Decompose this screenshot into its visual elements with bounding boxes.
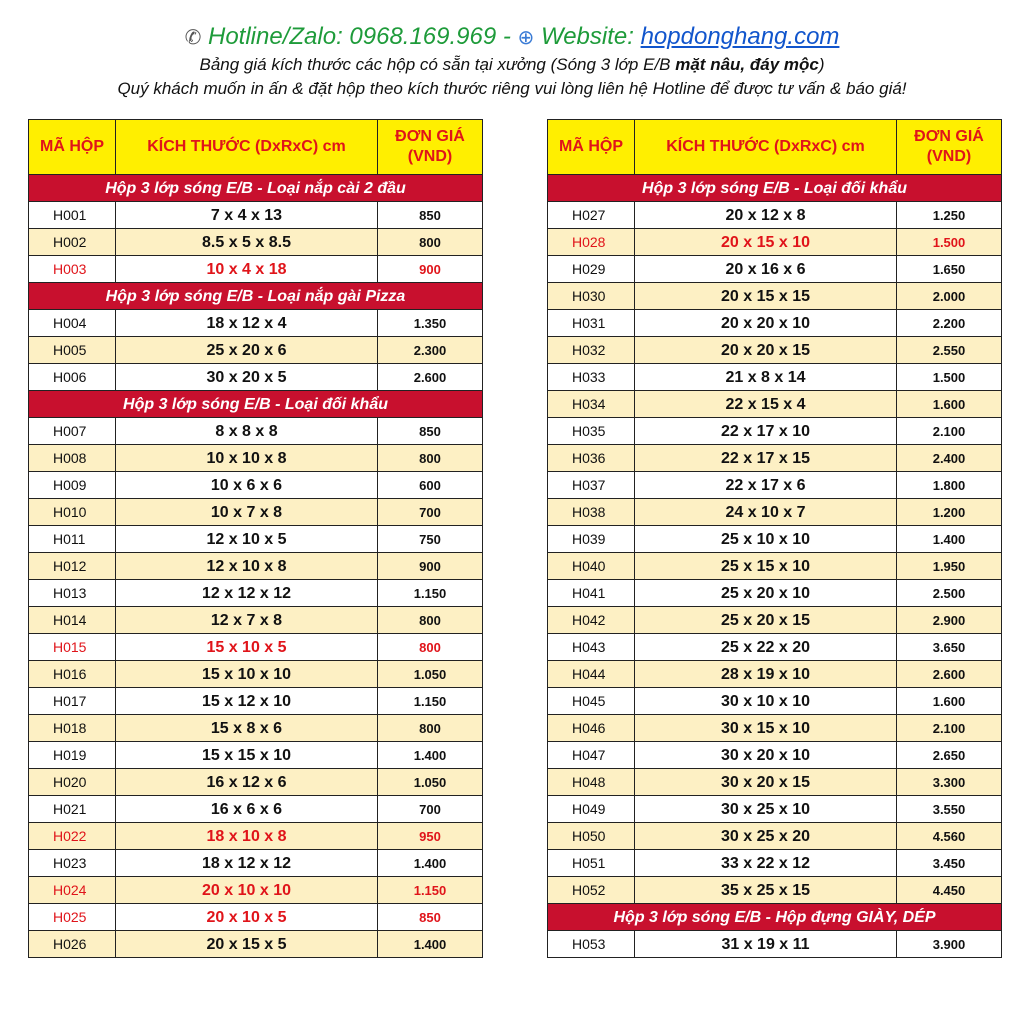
size-cell: 21 x 8 x 14 — [635, 364, 897, 391]
size-cell: 22 x 17 x 6 — [635, 472, 897, 499]
code-cell: H004 — [29, 310, 116, 337]
code-cell: H007 — [29, 418, 116, 445]
code-cell: H041 — [548, 580, 635, 607]
table-row — [548, 364, 1002, 391]
size-cell: 12 x 7 x 8 — [116, 607, 378, 634]
code-cell: H047 — [548, 742, 635, 769]
size-cell: 12 x 12 x 12 — [116, 580, 378, 607]
globe-icon: ⊕ — [517, 27, 535, 49]
price-cell: 1.600 — [897, 391, 1002, 418]
price-cell: 1.600 — [897, 688, 1002, 715]
size-cell: 25 x 20 x 15 — [635, 607, 897, 634]
table-row — [29, 526, 483, 553]
code-cell: H045 — [548, 688, 635, 715]
code-cell: H053 — [548, 931, 635, 958]
price-cell: 1.150 — [378, 580, 483, 607]
code-cell: H043 — [548, 634, 635, 661]
section-header-row — [548, 175, 1002, 202]
size-cell: 10 x 4 x 18 — [116, 256, 378, 283]
price-cell: 600 — [378, 472, 483, 499]
price-cell: 850 — [378, 418, 483, 445]
price-cell: 950 — [378, 823, 483, 850]
table-row — [29, 364, 483, 391]
price-table-left — [28, 119, 483, 958]
code-cell: H017 — [29, 688, 116, 715]
price-cell: 4.450 — [897, 877, 1002, 904]
code-cell: H022 — [29, 823, 116, 850]
code-cell: H052 — [548, 877, 635, 904]
size-cell: 25 x 10 x 10 — [635, 526, 897, 553]
table-body-left — [29, 175, 483, 958]
code-cell: H034 — [548, 391, 635, 418]
code-cell: H038 — [548, 499, 635, 526]
price-cell: 1.200 — [897, 499, 1002, 526]
table-header-row — [548, 120, 1002, 175]
price-cell: 2.650 — [897, 742, 1002, 769]
size-cell: 20 x 15 x 5 — [116, 931, 378, 958]
size-cell: 33 x 22 x 12 — [635, 850, 897, 877]
price-cell: 2.100 — [897, 715, 1002, 742]
table-row — [548, 499, 1002, 526]
table-row — [548, 823, 1002, 850]
hotline-text: Hotline/Zalo: 0968.169.969 - — [208, 23, 518, 50]
table-row — [29, 742, 483, 769]
price-cell: 800 — [378, 715, 483, 742]
price-cell: 2.600 — [897, 661, 1002, 688]
code-cell: H035 — [548, 418, 635, 445]
code-cell: H025 — [29, 904, 116, 931]
section-title: Hộp 3 lớp sóng E/B - Loại đối khẩu — [29, 391, 483, 418]
section-header-row — [29, 175, 483, 202]
size-cell: 16 x 12 x 6 — [116, 769, 378, 796]
code-cell: H014 — [29, 607, 116, 634]
size-cell: 30 x 20 x 5 — [116, 364, 378, 391]
table-row — [29, 850, 483, 877]
table-row — [548, 796, 1002, 823]
size-cell: 25 x 20 x 10 — [635, 580, 897, 607]
size-cell: 15 x 10 x 5 — [116, 634, 378, 661]
code-cell: H026 — [29, 931, 116, 958]
table-row — [29, 256, 483, 283]
table-row — [29, 661, 483, 688]
size-cell: 15 x 15 x 10 — [116, 742, 378, 769]
price-cell: 2.900 — [897, 607, 1002, 634]
price-cell: 3.300 — [897, 769, 1002, 796]
table-row — [29, 769, 483, 796]
table-row — [29, 337, 483, 364]
size-cell: 8.5 x 5 x 8.5 — [116, 229, 378, 256]
table-row — [548, 202, 1002, 229]
column-header-code: MÃ HỘP — [29, 120, 116, 175]
table-row — [29, 931, 483, 958]
price-cell: 800 — [378, 634, 483, 661]
code-cell: H011 — [29, 526, 116, 553]
subtitle — [0, 53, 1024, 77]
price-cell: 2.200 — [897, 310, 1002, 337]
price-cell: 800 — [378, 607, 483, 634]
price-cell: 4.560 — [897, 823, 1002, 850]
price-cell: 850 — [378, 904, 483, 931]
column-header-price: ĐƠN GIÁ (VND) — [378, 120, 483, 175]
section-title: Hộp 3 lớp sóng E/B - Hộp đựng GIÀY, DÉP — [548, 904, 1002, 931]
code-cell: H037 — [548, 472, 635, 499]
price-cell: 1.400 — [897, 526, 1002, 553]
price-cell: 1.050 — [378, 769, 483, 796]
size-cell: 20 x 15 x 15 — [635, 283, 897, 310]
column-header-price: ĐƠN GIÁ (VND) — [897, 120, 1002, 175]
table-row — [29, 472, 483, 499]
price-cell: 2.100 — [897, 418, 1002, 445]
size-cell: 12 x 10 x 8 — [116, 553, 378, 580]
size-cell: 10 x 7 x 8 — [116, 499, 378, 526]
table-row — [29, 634, 483, 661]
section-header-row — [29, 283, 483, 310]
section-header-row — [548, 904, 1002, 931]
code-cell: H049 — [548, 796, 635, 823]
table-row — [548, 337, 1002, 364]
size-cell: 22 x 17 x 15 — [635, 445, 897, 472]
notice-text: Quý khách muốn in ấn & đặt hộp theo kích thước riêng vui lòng liên hệ Hotline để được tư vấn & báo giá! — [117, 79, 907, 98]
table-row — [548, 391, 1002, 418]
section-header-row — [29, 391, 483, 418]
table-row — [29, 310, 483, 337]
code-cell: H005 — [29, 337, 116, 364]
table-row — [29, 877, 483, 904]
size-cell: 25 x 22 x 20 — [635, 634, 897, 661]
table-row — [29, 715, 483, 742]
code-cell: H029 — [548, 256, 635, 283]
section-title: Hộp 3 lớp sóng E/B - Loại nắp gài Pizza — [29, 283, 483, 310]
table-row — [548, 229, 1002, 256]
size-cell: 28 x 19 x 10 — [635, 661, 897, 688]
price-cell: 2.400 — [897, 445, 1002, 472]
code-cell: H051 — [548, 850, 635, 877]
table-row — [548, 526, 1002, 553]
table-row — [548, 634, 1002, 661]
code-cell: H030 — [548, 283, 635, 310]
code-cell: H036 — [548, 445, 635, 472]
size-cell: 20 x 10 x 5 — [116, 904, 378, 931]
size-cell: 25 x 15 x 10 — [635, 553, 897, 580]
price-cell: 1.050 — [378, 661, 483, 688]
code-cell: H028 — [548, 229, 635, 256]
size-cell: 20 x 12 x 8 — [635, 202, 897, 229]
size-cell: 10 x 6 x 6 — [116, 472, 378, 499]
size-cell: 30 x 10 x 10 — [635, 688, 897, 715]
code-cell: H001 — [29, 202, 116, 229]
column-header-code: MÃ HỘP — [548, 120, 635, 175]
size-cell: 20 x 16 x 6 — [635, 256, 897, 283]
contact-line — [0, 22, 1024, 53]
size-cell: 30 x 20 x 10 — [635, 742, 897, 769]
size-cell: 20 x 20 x 15 — [635, 337, 897, 364]
table-row — [548, 418, 1002, 445]
size-cell: 24 x 10 x 7 — [635, 499, 897, 526]
size-cell: 31 x 19 x 11 — [635, 931, 897, 958]
size-cell: 18 x 12 x 12 — [116, 850, 378, 877]
code-cell: H018 — [29, 715, 116, 742]
code-cell: H012 — [29, 553, 116, 580]
size-cell: 15 x 10 x 10 — [116, 661, 378, 688]
table-row — [29, 904, 483, 931]
table-row — [548, 715, 1002, 742]
section-title: Hộp 3 lớp sóng E/B - Loại đối khẩu — [548, 175, 1002, 202]
code-cell: H016 — [29, 661, 116, 688]
table-header-row — [29, 120, 483, 175]
code-cell: H010 — [29, 499, 116, 526]
website-label: Website: — [534, 23, 641, 50]
price-cell: 700 — [378, 796, 483, 823]
size-cell: 15 x 12 x 10 — [116, 688, 378, 715]
code-cell: H008 — [29, 445, 116, 472]
price-cell: 3.550 — [897, 796, 1002, 823]
price-table-right — [547, 119, 1002, 958]
price-cell: 1.150 — [378, 688, 483, 715]
table-row — [29, 445, 483, 472]
size-cell: 18 x 10 x 8 — [116, 823, 378, 850]
price-cell: 750 — [378, 526, 483, 553]
website-link[interactable]: hopdonghang.com — [640, 23, 840, 50]
table-row — [548, 850, 1002, 877]
table-row — [548, 256, 1002, 283]
size-cell: 10 x 10 x 8 — [116, 445, 378, 472]
code-cell: H023 — [29, 850, 116, 877]
table-row — [548, 445, 1002, 472]
table-row — [29, 688, 483, 715]
price-cell: 1.500 — [897, 229, 1002, 256]
table-row — [29, 607, 483, 634]
code-cell: H027 — [548, 202, 635, 229]
price-cell: 900 — [378, 256, 483, 283]
price-cell: 3.900 — [897, 931, 1002, 958]
price-cell: 1.950 — [897, 553, 1002, 580]
page-header — [0, 22, 1024, 101]
size-cell: 7 x 4 x 13 — [116, 202, 378, 229]
code-cell: H031 — [548, 310, 635, 337]
subtitle-bold: mặt nâu, đáy mộc — [675, 55, 819, 74]
code-cell: H019 — [29, 742, 116, 769]
price-cell: 2.300 — [378, 337, 483, 364]
table-row — [548, 877, 1002, 904]
table-row — [548, 607, 1002, 634]
size-cell: 22 x 17 x 10 — [635, 418, 897, 445]
column-header-size: KÍCH THƯỚC (DxRxC) cm — [116, 120, 378, 175]
price-cell: 2.500 — [897, 580, 1002, 607]
price-cell: 3.650 — [897, 634, 1002, 661]
table-row — [548, 472, 1002, 499]
size-cell: 12 x 10 x 5 — [116, 526, 378, 553]
size-cell: 15 x 8 x 6 — [116, 715, 378, 742]
size-cell: 30 x 20 x 15 — [635, 769, 897, 796]
code-cell: H050 — [548, 823, 635, 850]
price-cell: 800 — [378, 445, 483, 472]
column-header-size: KÍCH THƯỚC (DxRxC) cm — [635, 120, 897, 175]
table-row — [548, 553, 1002, 580]
price-cell: 1.650 — [897, 256, 1002, 283]
price-cell: 1.400 — [378, 850, 483, 877]
table-row — [548, 769, 1002, 796]
code-cell: H015 — [29, 634, 116, 661]
price-cell: 2.600 — [378, 364, 483, 391]
size-cell: 30 x 15 x 10 — [635, 715, 897, 742]
price-cell: 700 — [378, 499, 483, 526]
code-cell: H042 — [548, 607, 635, 634]
table-row — [548, 742, 1002, 769]
price-cell: 850 — [378, 202, 483, 229]
price-cell: 1.400 — [378, 742, 483, 769]
price-cell: 1.250 — [897, 202, 1002, 229]
code-cell: H033 — [548, 364, 635, 391]
price-cell: 800 — [378, 229, 483, 256]
code-cell: H032 — [548, 337, 635, 364]
table-row — [29, 823, 483, 850]
size-cell: 20 x 20 x 10 — [635, 310, 897, 337]
code-cell: H040 — [548, 553, 635, 580]
code-cell: H009 — [29, 472, 116, 499]
size-cell: 8 x 8 x 8 — [116, 418, 378, 445]
table-row — [29, 580, 483, 607]
size-cell: 30 x 25 x 20 — [635, 823, 897, 850]
size-cell: 20 x 15 x 10 — [635, 229, 897, 256]
table-body-right — [548, 175, 1002, 958]
subtitle-prefix: Bảng giá kích thước các hộp có sẵn tại xưởng (Sóng 3 lớp E/B — [199, 55, 676, 74]
size-cell: 20 x 10 x 10 — [116, 877, 378, 904]
code-cell: H020 — [29, 769, 116, 796]
size-cell: 22 x 15 x 4 — [635, 391, 897, 418]
table-row — [548, 688, 1002, 715]
code-cell: H002 — [29, 229, 116, 256]
price-cell: 1.150 — [378, 877, 483, 904]
subtitle-suffix: ) — [818, 55, 825, 74]
size-cell: 16 x 6 x 6 — [116, 796, 378, 823]
code-cell: H006 — [29, 364, 116, 391]
table-row — [548, 283, 1002, 310]
code-cell: H048 — [548, 769, 635, 796]
table-row — [29, 229, 483, 256]
price-cell: 1.500 — [897, 364, 1002, 391]
size-cell: 30 x 25 x 10 — [635, 796, 897, 823]
price-cell: 900 — [378, 553, 483, 580]
table-row — [29, 499, 483, 526]
price-cell: 1.400 — [378, 931, 483, 958]
code-cell: H003 — [29, 256, 116, 283]
table-row — [548, 931, 1002, 958]
code-cell: H044 — [548, 661, 635, 688]
price-cell: 2.550 — [897, 337, 1002, 364]
table-row — [29, 796, 483, 823]
code-cell: H039 — [548, 526, 635, 553]
code-cell: H013 — [29, 580, 116, 607]
table-row — [548, 661, 1002, 688]
price-cell: 1.350 — [378, 310, 483, 337]
price-cell: 2.000 — [897, 283, 1002, 310]
size-cell: 35 x 25 x 15 — [635, 877, 897, 904]
size-cell: 18 x 12 x 4 — [116, 310, 378, 337]
table-row — [548, 310, 1002, 337]
table-row — [29, 202, 483, 229]
table-row — [29, 553, 483, 580]
price-cell: 3.450 — [897, 850, 1002, 877]
size-cell: 25 x 20 x 6 — [116, 337, 378, 364]
code-cell: H046 — [548, 715, 635, 742]
phone-icon: ✆ — [184, 27, 202, 49]
table-row — [548, 580, 1002, 607]
table-row — [29, 418, 483, 445]
code-cell: H024 — [29, 877, 116, 904]
code-cell: H021 — [29, 796, 116, 823]
price-cell: 1.800 — [897, 472, 1002, 499]
section-title: Hộp 3 lớp sóng E/B - Loại nắp cài 2 đầu — [29, 175, 483, 202]
